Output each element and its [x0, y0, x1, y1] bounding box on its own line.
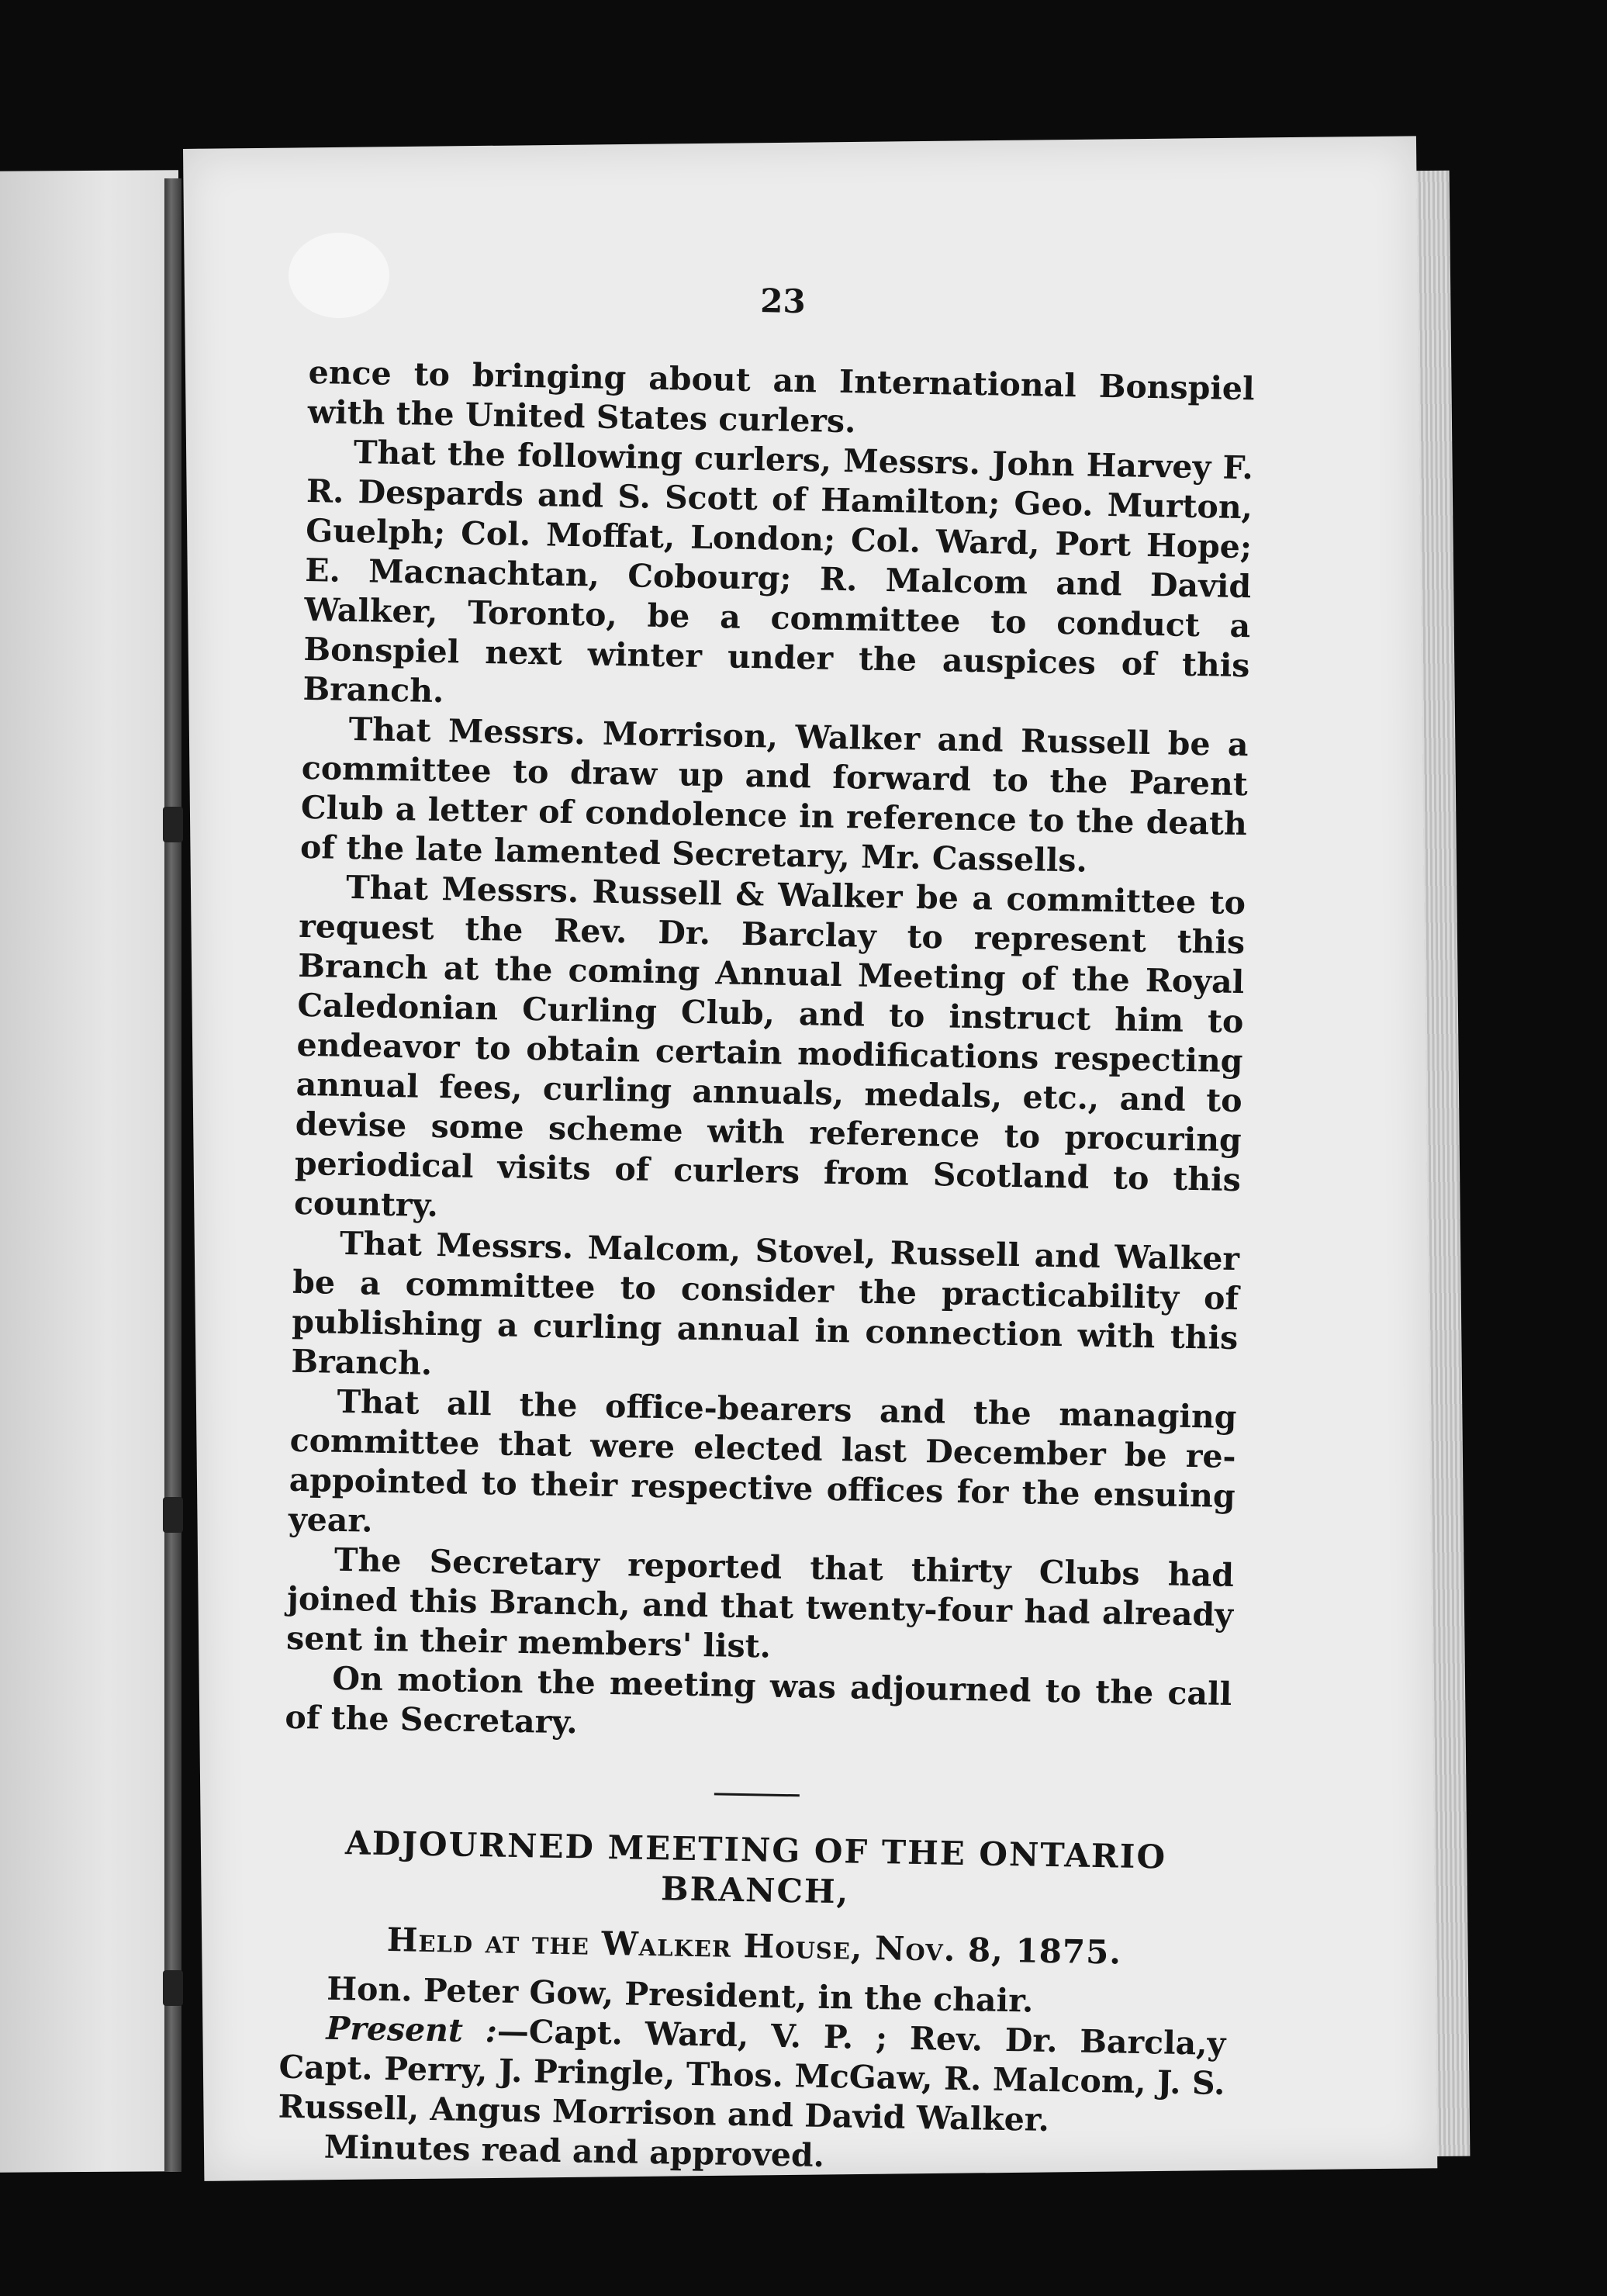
paragraph-curling-annual: That Messrs. Malcom, Stovel, Russell and Walker be a committee to consider the practicability of publishing a curling annual in connection with this Branch. [291, 1224, 1240, 1382]
paragraph-adjournment: On motion the meeting was adjourned to the call of the Secretary. [285, 1659, 1232, 1741]
present-list: —Capt. Ward, V. P. ; Rev. Dr. Barcla,y Capt. Perry, J. Pringle, Thos. McGaw, R. Malcom, J. S. Russell, Angus Morrison and David Walker. [278, 2012, 1226, 2139]
section-divider [714, 1793, 800, 1796]
page-number: 23 [759, 282, 807, 321]
section-subheading: Held at the Walker House, Nov. 8, 1875. [386, 1921, 1122, 1972]
paragraph-condolence: That Messrs. Morrison, Walker and Russell be a committee to draw up and forward to the Parent Club a letter of condolence in reference to the death of the late lamented Secretary, Mr. Cassells. [299, 710, 1249, 880]
binding-spine [164, 178, 181, 2172]
paragraph-chair: Hon. Peter Gow, President, in the chair. [326, 1969, 1034, 2020]
paragraph-continuation: ence to bringing about an International Bonspiel with the United States curlers. [307, 353, 1255, 441]
binding-stitch [163, 1970, 183, 2006]
paragraph-secretary-report: The Secretary reported that thirty Clubs had joined this Branch, and that twenty-four had already sent in their members' list. [285, 1540, 1235, 1665]
binding-stitch [163, 1497, 183, 1533]
paragraph-annual-meeting: That Messrs. Russell & Walker be a committee to request the Rev. Dr. Barclay to represent this Branch at the coming Annual Meeting of the Royal Caledonian Curling Club, and to instruct him to endeavor to obtain certain modifications respecting annual fees, curling annuals, medals, etc., and to devise some scheme with reference to procuring periodical visits of curlers from Scotland to this country. [293, 868, 1246, 1225]
binding-stitch [163, 807, 183, 842]
left-page-edge [0, 170, 178, 2173]
page-text [277, 273, 1256, 2183]
paragraph-minutes: Minutes read and approved. [323, 2128, 825, 2174]
paragraph-office-bearers: That all the office-bearers and the managing committee that were elected last December be re-appointed to their respective offices for the ensuing year. [288, 1382, 1237, 1540]
present-label: Present : [326, 2009, 498, 2050]
section-heading: ADJOURNED MEETING OF THE ONTARIO BRANCH, [344, 1824, 1167, 1911]
paragraph-present [278, 2008, 1225, 2143]
paragraph-bonspiel-committee: That the following curlers, Messrs. John Harvey F. R. Despards and S. Scott of Hamilton; Geo. Murton, Guelph; Col. Moffat, London; Col. Ward, Port Hope; E. Macnachtan, Cobourg; R. Malcom and David Walker, Toronto, be a committee to conduct a Bonspiel next winter under the auspices of this Branch. [302, 434, 1254, 711]
